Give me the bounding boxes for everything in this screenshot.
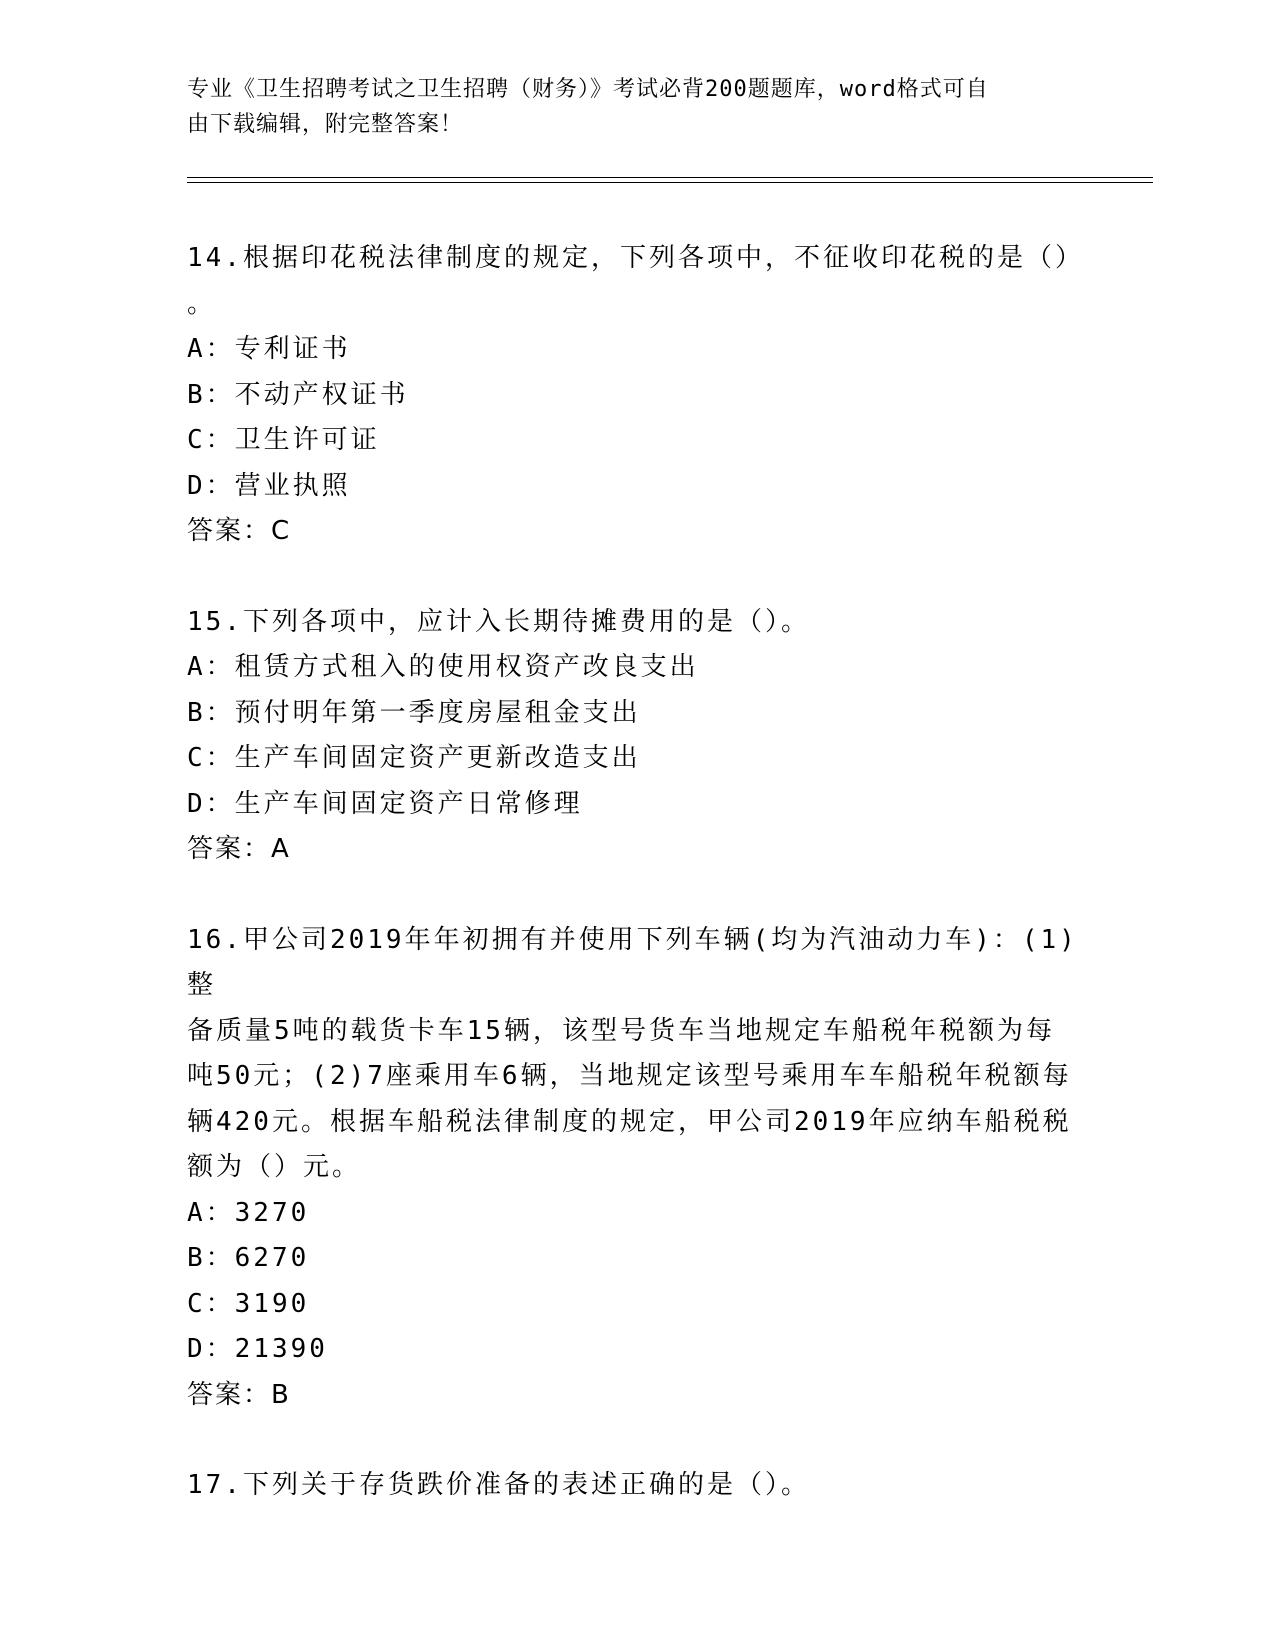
question-stem: 吨50元；(2)7座乘用车6辆，当地规定该型号乘用车车船税年税额每 xyxy=(187,1061,1072,1091)
answer-label: 答案：B xyxy=(187,1379,291,1410)
question-stem: 15.下列各项中，应计入长期待摊费用的是（）。 xyxy=(187,606,810,637)
question-16 xyxy=(187,918,1087,1419)
answer-label: 答案：C xyxy=(187,516,292,546)
document-header xyxy=(187,72,1067,142)
answer-label: 答案：A xyxy=(187,834,291,864)
header-line-2: 由下载编辑，附完整答案！ xyxy=(187,112,464,137)
option-b: B：预付明年第一季度房屋租金支出 xyxy=(187,697,641,728)
option-b: B：不动产权证书 xyxy=(187,379,409,410)
question-list xyxy=(187,236,1087,1509)
option-c: C：生产车间固定资产更新改造支出 xyxy=(187,743,641,773)
option-a: A：专利证书 xyxy=(187,334,351,364)
question-stem: 17.下列关于存货跌价准备的表述正确的是（）。 xyxy=(187,1470,810,1500)
option-b: B：6270 xyxy=(187,1243,310,1273)
question-stem: 额为（）元。 xyxy=(187,1152,362,1182)
question-stem: 16.甲公司2019年年初拥有并使用下列车辆(均为汽油动力车)：(1)整 xyxy=(187,924,1078,1000)
header-divider-top xyxy=(187,177,1153,178)
header-line-1: 专业《卫生招聘考试之卫生招聘（财务）》考试必背200题题库，word格式可自 xyxy=(187,77,989,102)
option-d: D：21390 xyxy=(187,1334,328,1364)
question-stem: 14.根据印花税法律制度的规定，下列各项中，不征收印花税的是（） xyxy=(187,243,1084,273)
question-14 xyxy=(187,236,1087,555)
question-15 xyxy=(187,600,1087,873)
option-d: D：生产车间固定资产日常修理 xyxy=(187,788,583,819)
option-c: C：卫生许可证 xyxy=(187,425,380,455)
question-17 xyxy=(187,1463,1087,1509)
option-c: C：3190 xyxy=(187,1288,310,1319)
question-stem: 。 xyxy=(187,288,217,319)
header-divider-bottom xyxy=(187,182,1153,183)
option-a: A：租赁方式租入的使用权资产改良支出 xyxy=(187,652,699,682)
option-a: A：3270 xyxy=(187,1197,310,1228)
question-stem: 备质量5吨的载货卡车15辆，该型号货车当地规定车船税年税额为每 xyxy=(187,1015,1055,1046)
option-d: D：营业执照 xyxy=(187,470,351,501)
question-stem: 辆420元。根据车船税法律制度的规定，甲公司2019年应纳车船税税 xyxy=(187,1106,1072,1137)
